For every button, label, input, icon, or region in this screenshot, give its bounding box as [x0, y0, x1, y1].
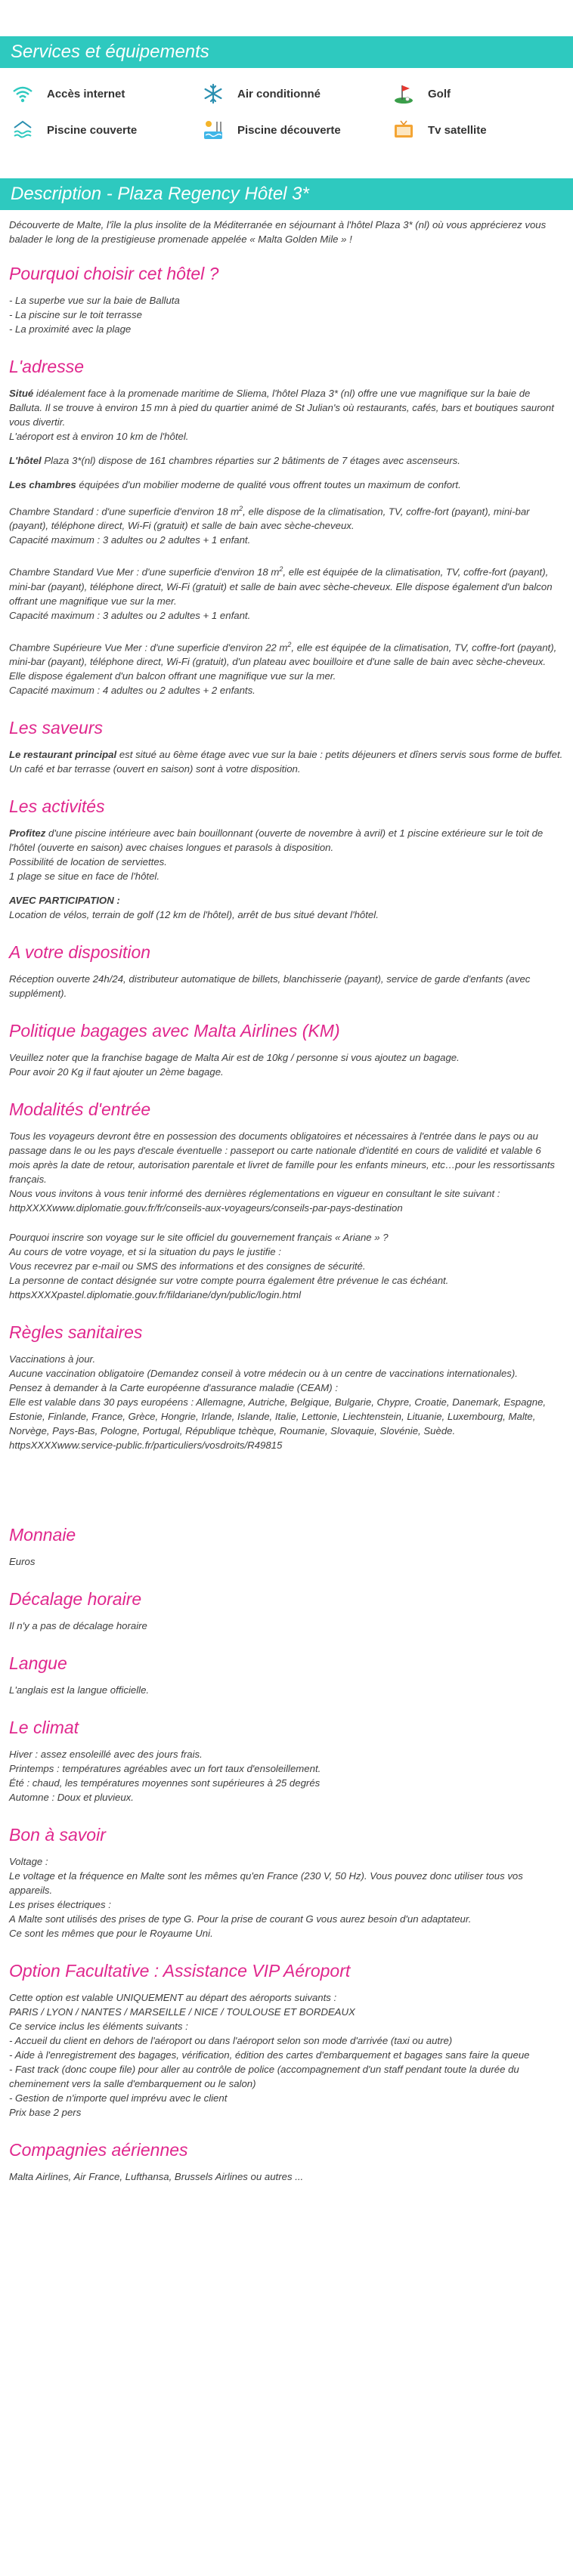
description-header: Description - Plaza Regency Hôtel 3*: [0, 178, 573, 210]
list-item: - La piscine sur le toit terrasse: [9, 309, 142, 320]
sup-2: 2: [279, 565, 283, 574]
why-list: [9, 293, 564, 336]
section-title-currency: Monnaie: [9, 1525, 76, 1545]
vip-line: - Gestion de n'importe quel imprévu avec le client: [9, 2092, 228, 2104]
service-label: Piscine découverte: [237, 123, 341, 137]
entry-line: Pourquoi inscrire son voyage sur le site officiel du gouvernement français « Ariane » ?: [9, 1232, 389, 1244]
service-item: [200, 112, 390, 148]
vip-line: Cette option est valable UNIQUEMENT au départ des aéroports suivants :: [9, 1992, 337, 2004]
vip-line: Prix base 2 pers: [9, 2107, 82, 2119]
address-desc: idéalement face à la promenade maritime de Sliema, l'hôtel Plaza 3* (nl) offre une vue magnifique sur la baie de Balluta. Il se trouve à environ 15 mn à pied du quartier animé de St Julian's où restaurants, cafés, bars et boutiques sauront vous divertir.: [9, 388, 554, 428]
services-grid: [0, 68, 573, 148]
health-text: [9, 1352, 564, 1452]
snowflake-icon: [200, 82, 227, 105]
golf-icon: [390, 82, 417, 105]
vip-line: PARIS / LYON / NANTES / MARSEILLE / NICE / TOULOUSE ET BORDEAUX: [9, 2006, 355, 2018]
section-title-activities: Les activités: [9, 796, 105, 817]
rooms-text: [9, 478, 564, 492]
sup-2: 2: [239, 505, 243, 512]
currency-text: Euros: [9, 1556, 36, 1568]
health-line: Aucune vaccination obligatoire (Demandez conseil à votre médecin ou à un centre de vaccinations internationales).: [9, 1368, 518, 1380]
climate-line: Hiver : assez ensoleillé avec des jours frais.: [9, 1749, 203, 1761]
section-title-language: Langue: [9, 1653, 67, 1674]
section-title-timezone: Décalage horaire: [9, 1589, 142, 1610]
address-text: [9, 386, 564, 444]
language-text: L'anglais est la langue officielle.: [9, 1684, 150, 1696]
room-desc: Chambre Standard : d'une superficie d'environ 18 m: [9, 506, 240, 518]
baggage-line: Pour avoir 20 Kg il faut ajouter un 2ème bagage.: [9, 1066, 224, 1078]
entry-line: Vous recevrez par e-mail ou SMS des informations et des consignes de sécurité.: [9, 1260, 366, 1273]
service-label: Accès internet: [47, 87, 125, 101]
hotel-desc: Plaza 3*(nl) dispose de 161 chambres réparties sur 2 bâtiments de 7 étages avec ascenseurs.: [41, 455, 460, 466]
entry-line: Au cours de votre voyage, et si la situation du pays le justifie :: [9, 1246, 281, 1258]
entry-line: La personne de contact désignée sur votre compte pourra également être prévenue le cas échéant.: [9, 1275, 449, 1287]
section-title-why: Pourquoi choisir cet hôtel ?: [9, 264, 219, 283]
intro-text: Découverte de Malte, l'île la plus insolite de la Méditerranée en séjournant à l'hôtel Plaza 3* (nl) où vous apprécierez vous balader le long de la prestigieuse promenade appelée « Malta Golden Mile » !: [9, 219, 547, 245]
tips-line: Le voltage et la fréquence en Malte sont les mêmes qu'en France (230 V, 50 Hz). Vous pouvez donc utiliser tous vos appareils.: [9, 1870, 523, 1897]
sup-2: 2: [287, 640, 292, 648]
section-title-vip: Option Facultative : Assistance VIP Aéroport: [9, 1961, 351, 1981]
vip-line: Ce service inclus les éléments suivants :: [9, 2021, 188, 2033]
vip-text: [9, 1990, 564, 2120]
health-link: httpsXXXXwww.service-public.fr/particuliers/vosdroits/R49815: [9, 1440, 283, 1452]
hotel-text: [9, 453, 564, 468]
available-text: Réception ouverte 24h/24, distributeur automatique de billets, blanchisserie (payant), service de garde d'enfants (avec supplément).: [9, 973, 531, 1000]
service-label: Tv satellite: [428, 123, 487, 137]
section-title-tips: Bon à savoir: [9, 1825, 106, 1845]
tips-line: Les prises électriques :: [9, 1899, 111, 1911]
section-title-airlines: Compagnies aériennes: [9, 2140, 188, 2160]
room-desc: Chambre Standard Vue Mer : d'une superficie d'environ 18 m: [9, 566, 280, 578]
section-title-address: L'adresse: [9, 357, 85, 376]
baggage-text: [9, 1050, 564, 1079]
wifi-icon: [9, 82, 36, 105]
hotel-label: L'hôtel: [9, 455, 42, 466]
room-standard: [9, 502, 564, 547]
room-capacity: Capacité maximum : 4 adultes ou 2 adultes + 2 enfants.: [9, 685, 256, 697]
climate-line: Printemps : températures agréables avec un fort taux d'ensoleillement.: [9, 1763, 321, 1775]
climate-text: [9, 1747, 564, 1804]
service-item: [200, 76, 390, 112]
section-title-flavors: Les saveurs: [9, 718, 104, 738]
room-desc: , elle dispose de la climatisation, TV, coffre-fort (payant), mini-bar (payant), téléphone direct, Wi-Fi (gratuit) et salle de bain avec sèche-cheveux.: [9, 506, 530, 532]
activities-paid: [9, 893, 564, 922]
entry-documents: [9, 1129, 564, 1215]
restaurant-desc: est situé au 6ème étage avec vue sur la baie : petits déjeuners et dîners servis sous forme de buffet.: [116, 749, 563, 761]
vip-line: - Aide à l'enregistrement des bagages, vérification, édition des cartes d'embarquement et bagages sans faire la queue: [9, 2049, 530, 2061]
tips-line: A Malte sont utilisés des prises de type G. Pour la prise de courant G vous aurez besoin d'un adaptateur.: [9, 1913, 472, 1925]
activities-line: 1 plage se situe en face de l'hôtel.: [9, 871, 160, 883]
health-line: Elle est valable dans 30 pays européens : Allemagne, Autriche, Belgique, Bulgarie, Chypre, Croatie, Danemark, Espagne, Estonie, Finlande, France, Grèce, Hongrie, Irlande, Islande, Italie, Lettonie, Liechtenstein, Lituanie, Luxembourg, Malte, Norvège, Pays-Bas, Pologne, Portugal, République tchèque, Roumanie, Slovaquie, Slovénie, Suède.: [9, 1396, 547, 1437]
entry-ariane: [9, 1230, 564, 1302]
climate-line: Été : chaud, les températures moyennes sont supérieures à 25 degrés: [9, 1777, 321, 1789]
airlines-text: Malta Airlines, Air France, Lufthansa, Brussels Airlines ou autres ...: [9, 2171, 304, 2183]
baggage-line: Veuillez noter que la franchise bagage de Malta Air est de 10kg / personne si vous ajoutez un bagage.: [9, 1052, 460, 1064]
activities-desc: d'une piscine intérieure avec bain bouillonnant (ouverte de novembre à avril) et 1 piscine extérieure sur le toit de l'hôtel (ouverte en saison) avec chaises longues et parasols à disposition.: [9, 827, 544, 854]
room-desc: , elle est équipée de la climatisation, TV, coffre-fort (payant), mini-bar (payant), téléphone direct, Wi-Fi (gratuit), d'un plateau avec bouilloire et d'une salle de bain avec sèche-cheveux. Elle dispose également d'un balcon offrant une magnifique vue sur la mer.: [9, 642, 557, 682]
cafe-text: Un café et bar terrasse (ouvert en saison) sont à votre disposition.: [9, 763, 301, 775]
indoor-pool-icon: [9, 119, 36, 141]
section-title-available: A votre disposition: [9, 942, 151, 963]
outdoor-pool-icon: [200, 119, 227, 141]
airport-distance: L'aéroport est à environ 10 km de l'hôtel.: [9, 431, 189, 442]
rooms-desc: équipées d'un mobilier moderne de qualité vous offrent toutes un maximum de confort.: [76, 479, 461, 490]
vip-line: - Fast track (donc coupe file) pour aller au contrôle de police (accompagnement d'un staff pendant toute la durée du cheminement vers la salle d'embarquement ou le salon): [9, 2064, 519, 2090]
address-label: Situé: [9, 388, 34, 399]
restaurant-label: Le restaurant principal: [9, 749, 117, 761]
climate-line: Automne : Doux et pluvieux.: [9, 1792, 134, 1804]
service-item: [9, 76, 200, 112]
rooms-label: Les chambres: [9, 479, 76, 490]
room-standard-sea: [9, 562, 564, 622]
service-label: Air conditionné: [237, 87, 321, 101]
list-item: - La proximité avec la plage: [9, 323, 132, 335]
health-line: Pensez à demander à la Carte européenne d'assurance maladie (CEAM) :: [9, 1382, 339, 1394]
service-label: Golf: [428, 87, 451, 101]
room-capacity: Capacité maximum : 3 adultes ou 2 adultes + 1 enfant.: [9, 609, 251, 621]
services-header: Services et équipements: [0, 36, 573, 68]
entry-link: httpsXXXXpastel.diplomatie.gouv.fr/fildariane/dyn/public/login.html: [9, 1289, 302, 1301]
room-superior-sea: [9, 638, 564, 697]
service-label: Piscine couverte: [47, 123, 138, 137]
vip-line: - Accueil du client en dehors de l'aéroport ou dans l'aéroport selon son mode d'arrivée (taxi ou autre): [9, 2035, 453, 2047]
tips-line: Voltage :: [9, 1856, 48, 1868]
activities-text: [9, 826, 564, 883]
list-item: - La superbe vue sur la baie de Balluta: [9, 295, 180, 306]
section-title-health: Règles sanitaires: [9, 1322, 143, 1343]
paid-text: Location de vélos, terrain de golf (12 km de l'hôtel), arrêt de bus situé devant l'hôtel.: [9, 909, 379, 921]
flavors-text: [9, 747, 564, 776]
description-content: [0, 218, 573, 2184]
service-item: [390, 112, 573, 148]
tv-icon: [390, 119, 417, 141]
tips-text: [9, 1854, 564, 1941]
section-title-entry: Modalités d'entrée: [9, 1099, 151, 1120]
entry-line: Tous les voyageurs devront être en possession des documents obligatoires et nécessaires à l'entrée dans le pays ou au passage dans le ou les pays d'escale éventuelle : passeport ou carte nationale d'identité en cours de validité et valable 6 mois après la date de retour, autorisation parentale et livret de famille pour les enfants mineurs, etc…pour les ressortissants français.: [9, 1130, 556, 1186]
activities-line: Possibilité de location de serviettes.: [9, 856, 167, 868]
room-desc: , elle est équipée de la climatisation, TV, coffre-fort (payant), mini-bar (payant), téléphone direct, Wi-Fi (gratuit) et salle de bain avec sèche-cheveux. Elle dispose également d'un balcon offrant une magnifique vue sur la mer.: [9, 566, 553, 607]
service-item: [390, 76, 573, 112]
activities-label: Profitez: [9, 827, 46, 840]
health-line: Vaccinations à jour.: [9, 1353, 96, 1365]
tips-line: Ce sont les mêmes que pour le Royaume Uni.: [9, 1928, 213, 1940]
section-title-baggage: Politique bagages avec Malta Airlines (KM): [9, 1021, 340, 1041]
section-title-climate: Le climat: [9, 1718, 79, 1738]
timezone-text: Il n'y a pas de décalage horaire: [9, 1620, 147, 1632]
room-desc: Chambre Supérieure Vue Mer : d'une superficie d'environ 22 m: [9, 642, 288, 654]
service-item: [9, 112, 200, 148]
paid-label: AVEC PARTICIPATION :: [9, 895, 120, 907]
entry-line: Nous vous invitons à vous tenir informé des dernières réglementations en vigueur en consultant le site suivant : httpXXXXwww.diplomatie.gouv.fr/fr/conseils-aux-voyageurs/conseils-par-pays-destination: [9, 1188, 500, 1214]
room-capacity: Capacité maximum : 3 adultes ou 2 adultes + 1 enfant.: [9, 534, 251, 546]
